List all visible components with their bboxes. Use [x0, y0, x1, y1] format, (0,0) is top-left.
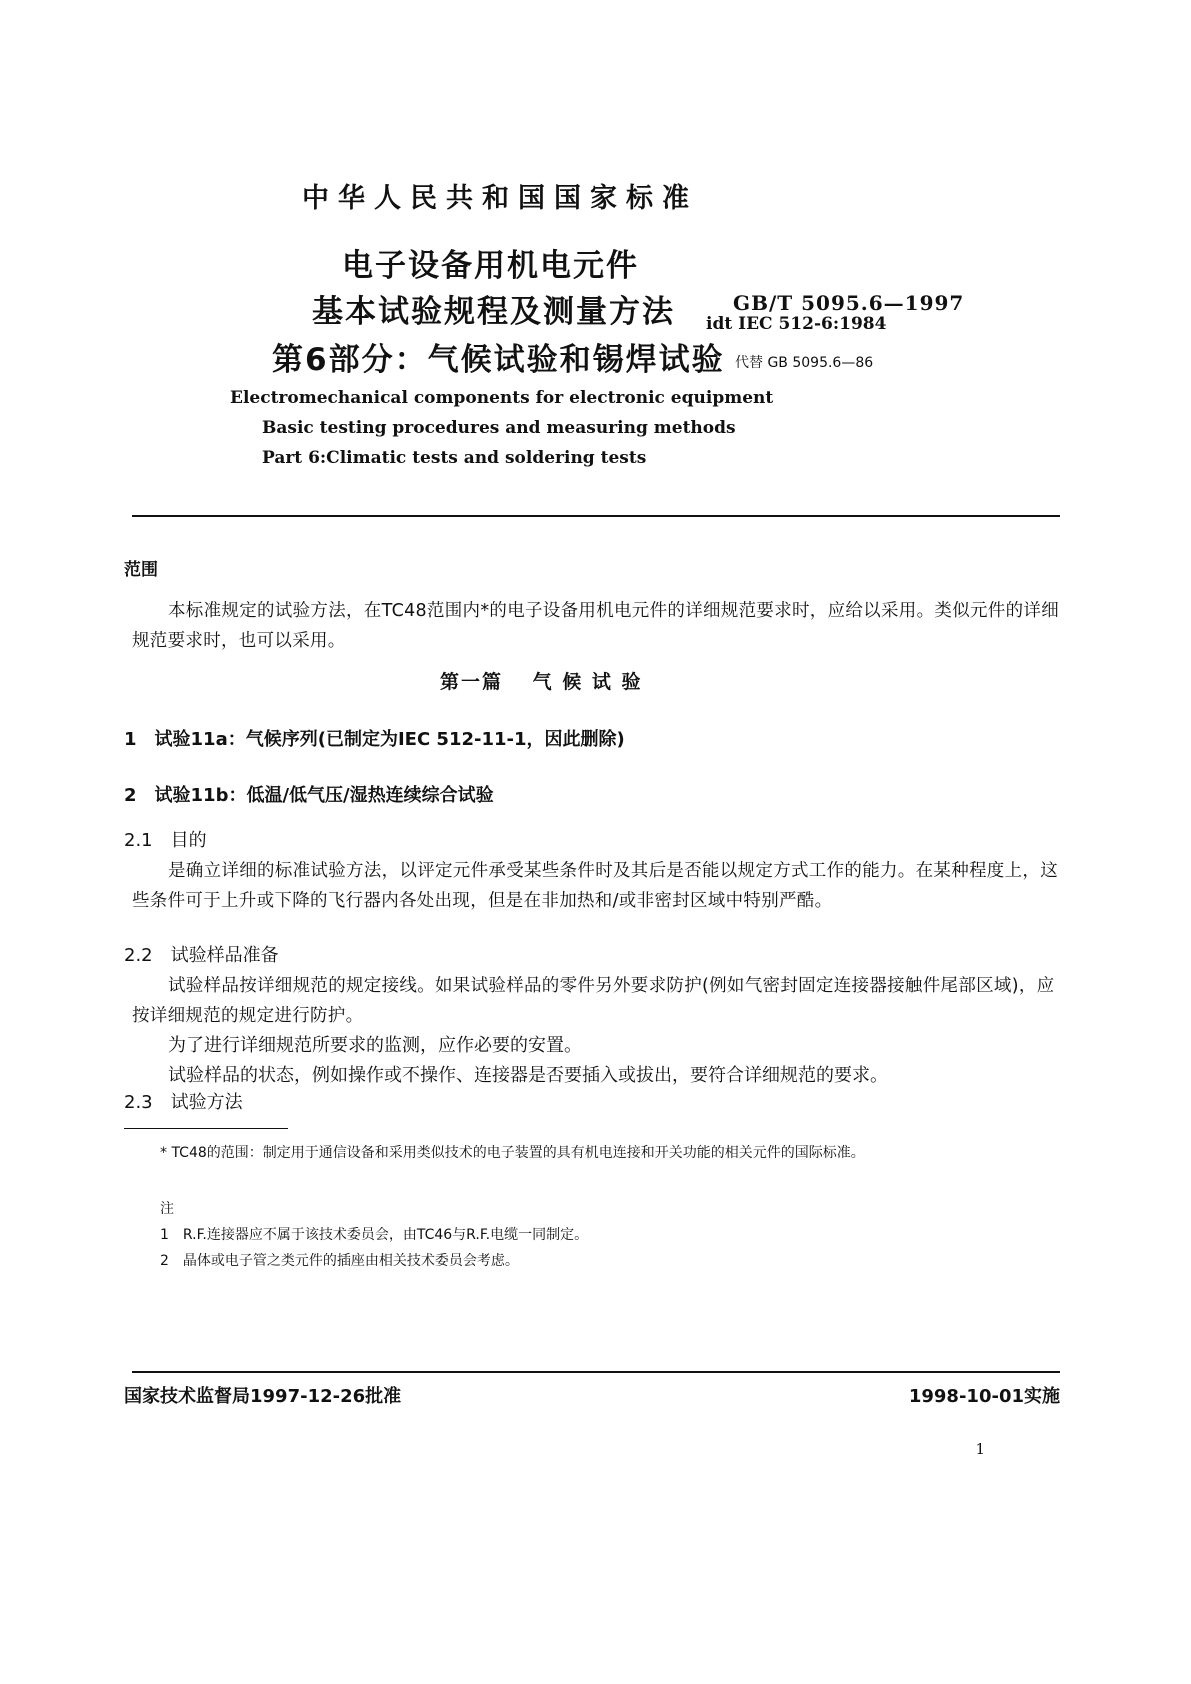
title-cn-line1: 电子设备用机电元件 [342, 248, 639, 284]
page-number: 1 [975, 1440, 985, 1458]
footnote-note-2: 2 晶体或电子管之类元件的插座由相关技术委员会考虑。 [160, 1253, 519, 1269]
title-en-line1: Electromechanical components for electronic equipment [230, 388, 774, 408]
section-1-heading: 1 试验11a：气候序列(已制定为IEC 512-11-1，因此删除) [124, 729, 625, 750]
title-cn-line3: 第6部分：气候试验和锡焊试验 [272, 342, 725, 378]
footer-divider [132, 1371, 1060, 1373]
footnote-divider [124, 1128, 288, 1129]
scope-text: 本标准规定的试验方法，在TC48范围内*的电子设备用机电元件的详细规范要求时，应给以采用。类似元件的详细规范要求时，也可以采用。 [132, 601, 1059, 651]
title-en-line2: Basic testing procedures and measuring methods [262, 418, 736, 438]
section-2-2-paragraph-2: 为了进行详细规范所要求的监测，应作必要的安置。 [168, 1035, 582, 1056]
section-2-heading: 2 试验11b：低温/低气压/湿热连续综合试验 [124, 785, 494, 806]
approval-statement: 国家技术监督局1997-12-26批准 [124, 1386, 402, 1407]
national-standard-header: 中华人民共和国国家标准 [302, 183, 698, 214]
section-2-1-text: 是确立详细的标准试验方法，以评定元件承受某些条件时及其后是否能以规定方式工作的能力。在某种程度上，这些条件可于上升或下降的飞行器内各处出现，但是在非加热和/或非密封区域中特别严酷。 [132, 861, 1058, 911]
title-cn-line2: 基本试验规程及测量方法 [312, 294, 675, 330]
footnote-note-label: 注 [160, 1201, 174, 1217]
idt-code: idt IEC 512-6:1984 [706, 314, 887, 334]
section-2-2-heading: 2.2 试验样品准备 [124, 945, 279, 966]
replaces-code: 代替 GB 5095.6—86 [735, 355, 874, 371]
section-2-2-paragraph-3: 试验样品的状态，例如操作或不操作、连接器是否要插入或拔出，要符合详细规范的要求。 [168, 1065, 888, 1086]
section-2-1-heading: 2.1 目的 [124, 830, 207, 851]
section-2-2-paragraph-1: 试验样品按详细规范的规定接线。如果试验样品的零件另外要求防护(例如气密封固定连接器接触件尾部区域)，应按详细规范的规定进行防护。 [132, 976, 1055, 1026]
footnote-tc48-scope: * TC48的范围：制定用于通信设备和采用类似技术的电子装置的具有机电连接和开关功能的相关元件的国际标准。 [160, 1145, 865, 1161]
standard-code: GB/T 5095.6—1997 [733, 291, 965, 315]
section-2-3-heading: 2.3 试验方法 [124, 1092, 243, 1113]
title-en-line3: Part 6:Climatic tests and soldering tests [262, 448, 647, 468]
part1-title: 第一篇 气 候 试 验 [440, 671, 643, 693]
implementation-date: 1998-10-01实施 [908, 1386, 1060, 1407]
scope-heading: 范围 [124, 560, 158, 580]
title-divider [132, 515, 1060, 517]
footnote-note-1: 1 R.F.连接器应不属于该技术委员会，由TC46与R.F.电缆一同制定。 [160, 1227, 589, 1243]
